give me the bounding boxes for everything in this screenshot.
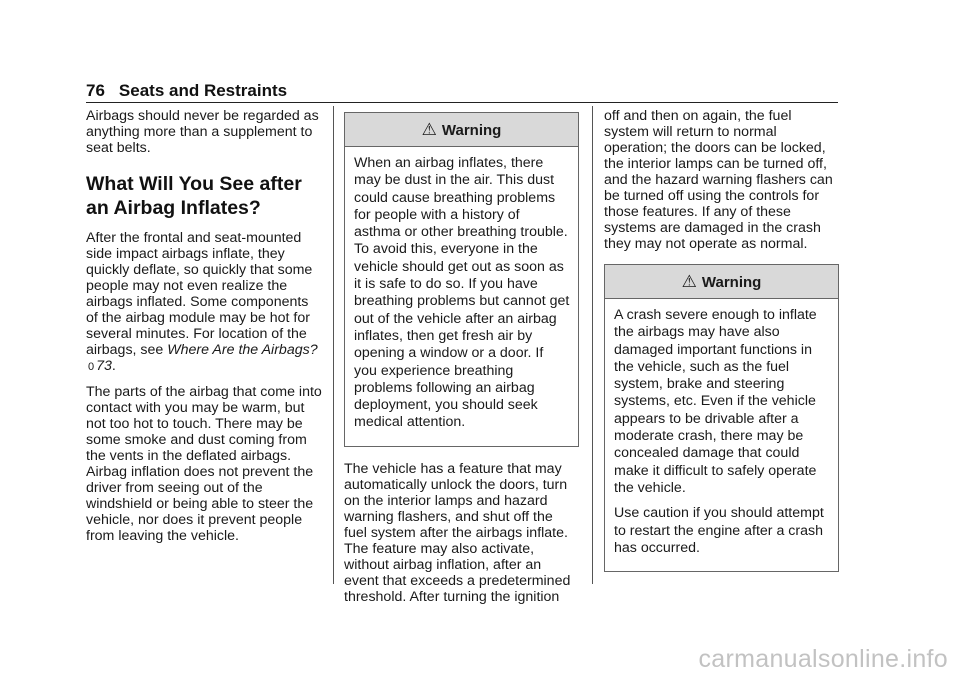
- warning-header: [345, 113, 578, 147]
- cross-reference-link[interactable]: Where Are the Airbags?: [167, 342, 318, 358]
- column-divider: [333, 106, 334, 584]
- warning-header: [605, 265, 838, 299]
- warning-body: [605, 299, 838, 571]
- column-divider: [592, 106, 593, 584]
- page-header: [86, 80, 838, 103]
- section-heading: What Will You See after an Airbag Inflates?: [86, 173, 302, 219]
- warning-title: Warning: [701, 274, 762, 291]
- body-paragraph: off and then on again, the fuel system will return to normal operation; the doors can be locked, the interior lamps can be turned off, and the hazard warning flashers can be turned off using the controls for those features. If any of these systems are damaged in the crash they may not operate as normal.: [604, 108, 833, 252]
- watermark: carmanualsonline.info: [698, 645, 948, 673]
- intro-paragraph: Airbags should never be regarded as anything more than a supplement to seat belts.: [86, 108, 319, 156]
- body-paragraph: The parts of the airbag that come into contact with you may be warm, but not too hot to touch. There may be some smoke and dust coming from the vents in the deflated airbags. Airbag inflation does not prevent the driver from seeing out of the windshield or being able to steer the vehicle, nor does it prevent people from leaving the vehicle.: [86, 384, 322, 544]
- warning-title: Warning: [441, 122, 502, 139]
- page-reference-number[interactable]: 73: [96, 358, 112, 374]
- page-number: 76: [86, 81, 105, 100]
- column-2: [344, 108, 579, 614]
- warning-text: A crash severe enough to inflate the airbags may have also damaged important functions in the vehicle, such as the fuel system, brake and steering systems, etc. Even if the vehicle appears to be drivable after a moderate crash, there may be concealed damage that could make it difficult to safely operate the vehicle.: [614, 307, 817, 496]
- column-1: [86, 108, 322, 553]
- warning-text: When an airbag inflates, there may be dust in the air. This dust could cause breathing problems for people with a history of asthma or other breathing trouble. To avoid this, everyone in the vehicle should get out as soon as it is safe to do so. If you have breathing problems but cannot get out of the vehicle after an airbag inflates, then get fresh air by opening a window or a door. If you experience breathing problems following an airbag deployment, you should seek medical attention.: [354, 155, 570, 431]
- section-title: Seats and Restraints: [118, 81, 288, 100]
- body-paragraph: The vehicle has a feature that may automatically unlock the doors, turn on the interior lamps and hazard warning flashers, and shut off the fuel system after the airbags inflate. The feature may also activate, without airbag inflation, after an event that exceeds a predetermined threshold. After turning the ignition: [344, 460, 571, 605]
- warning-body: [345, 147, 578, 446]
- body-paragraph: After the frontal and seat-mounted side impact airbags inflate, they quickly deflate, so quickly that some people may not even realize the airbags inflated. Some components of the airbag module may be hot for several minutes. For location of the airbags, see Where Are the Airbags? 0 73.: [86, 230, 318, 374]
- warning-text: Use caution if you should attempt to restart the engine after a crash has occurred.: [614, 505, 824, 556]
- warning-box: [604, 264, 839, 572]
- column-3: [604, 108, 839, 586]
- page-reference-icon: 0: [88, 361, 95, 373]
- warning-box: [344, 112, 579, 447]
- warning-triangle-icon: ⚠: [681, 272, 697, 291]
- warning-triangle-icon: ⚠: [421, 120, 437, 139]
